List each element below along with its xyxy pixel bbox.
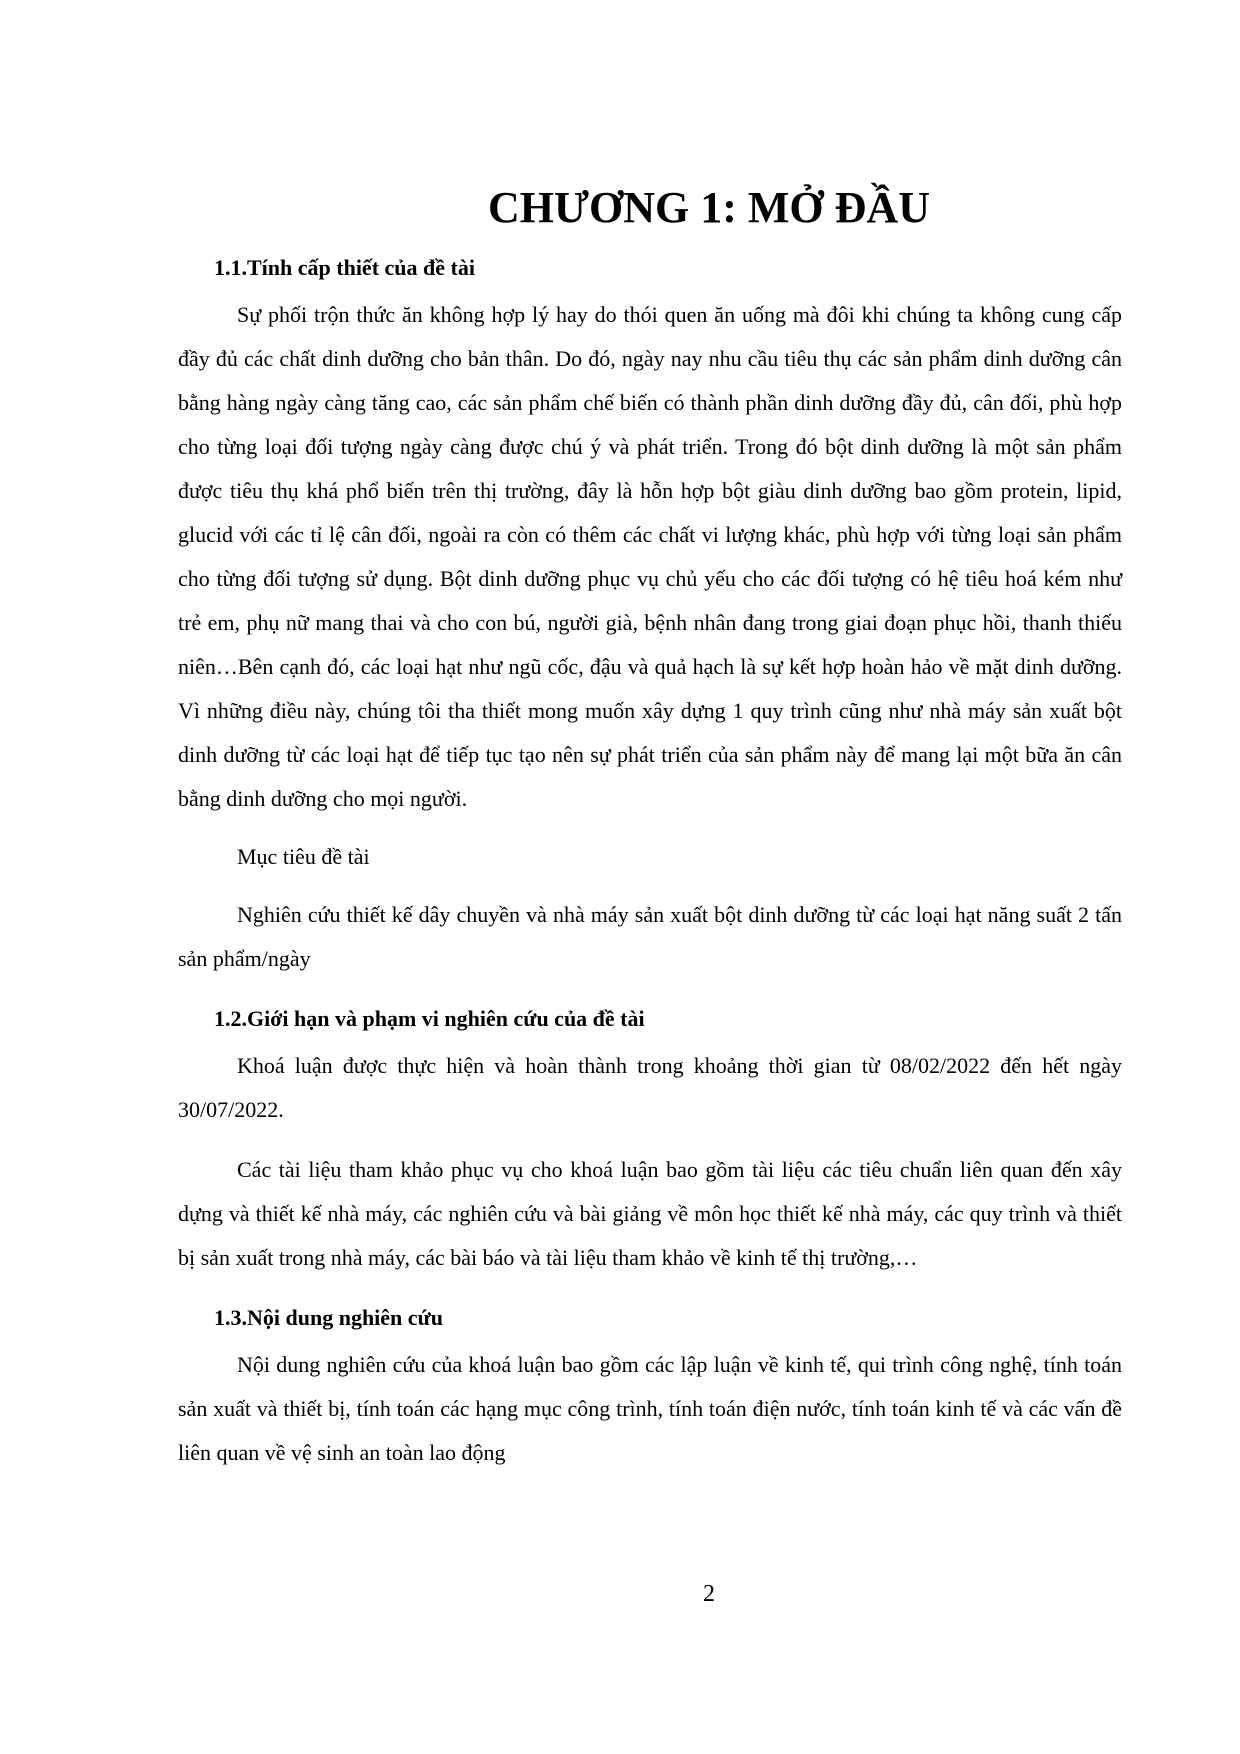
page-content [178, 250, 1122, 1475]
chapter-title: CHƯƠNG 1: MỞ ĐẦU [488, 183, 930, 232]
paragraph-goal: Nghiên cứu thiết kế dây chuyền và nhà máy sản xuất bột dinh dưỡng từ các loại hạt năng suất 2 tấn sản phẩm/ngày [178, 902, 1122, 971]
paragraph-research-content: Nội dung nghiên cứu của khoá luận bao gồm các lập luận về kinh tế, qui trình công nghệ, tính toán sản xuất và thiết bị, tính toán các hạng mục công trình, tính toán điện nước, tính toán kinh tế và các vấn đề liên quan về vệ sinh an toàn lao động [178, 1352, 1122, 1465]
section-heading-1-2: 1.2.Giới hạn và phạm vi nghiên cứu của đề tài [214, 1006, 645, 1031]
section-heading-1-1: 1.1.Tính cấp thiết của đề tài [214, 255, 475, 280]
page-number: 2 [703, 1581, 715, 1607]
paragraph-timeframe: Khoá luận được thực hiện và hoàn thành trong khoảng thời gian từ 08/02/2022 đến hết ngày 30/07/2022. [178, 1053, 1122, 1122]
goal-label: Mục tiêu đề tài [237, 844, 370, 869]
section-heading-1-3: 1.3.Nội dung nghiên cứu [214, 1305, 443, 1330]
paragraph-urgency: Sự phối trộn thức ăn không hợp lý hay do thói quen ăn uống mà đôi khi chúng ta không cung cấp đầy đủ các chất dinh dưỡng cho bản thân. Do đó, ngày nay nhu cầu tiêu thụ các sản phẩm dinh dưỡng cân bằng hàng ngày càng tăng cao, các sản phẩm chế biến có thành phần dinh dưỡng đầy đủ, cân đối, phù hợp cho từng loại đối tượng ngày càng được chú ý và phát triển. Trong đó bột dinh dưỡng là một sản phẩm được tiêu thụ khá phổ biến trên thị trường, đây là hỗn hợp bột giàu dinh dưỡng bao gồm protein, lipid, glucid với các tỉ lệ cân đối, ngoài ra còn có thêm các chất vi lượng khác, phù hợp với từng loại sản phẩm cho từng đối tượng sử dụng. Bột dinh dưỡng phục vụ chủ yếu cho các đối tượng có hệ tiêu hoá kém như trẻ em, phụ nữ mang thai và cho con bú, người già, bệnh nhân đang trong giai đoạn phục hồi, thanh thiếu niên…Bên cạnh đó, các loại hạt như ngũ cốc, đậu và quả hạch là sự kết hợp hoàn hảo về mặt dinh dưỡng. Vì những điều này, chúng tôi tha thiết mong muốn xây dựng 1 quy trình cũng như nhà máy sản xuất bột dinh dưỡng từ các loại hạt để tiếp tục tạo nên sự phát triển của sản phẩm này để mang lại một bữa ăn cân bằng dinh dưỡng cho mọi người. [178, 302, 1122, 811]
paragraph-references: Các tài liệu tham khảo phục vụ cho khoá luận bao gồm tài liệu các tiêu chuẩn liên quan đến xây dựng và thiết kế nhà máy, các nghiên cứu và bài giảng về môn học thiết kế nhà máy, các quy trình và thiết bị sản xuất trong nhà máy, các bài báo và tài liệu tham khảo về kinh tế thị trường,… [178, 1157, 1122, 1270]
